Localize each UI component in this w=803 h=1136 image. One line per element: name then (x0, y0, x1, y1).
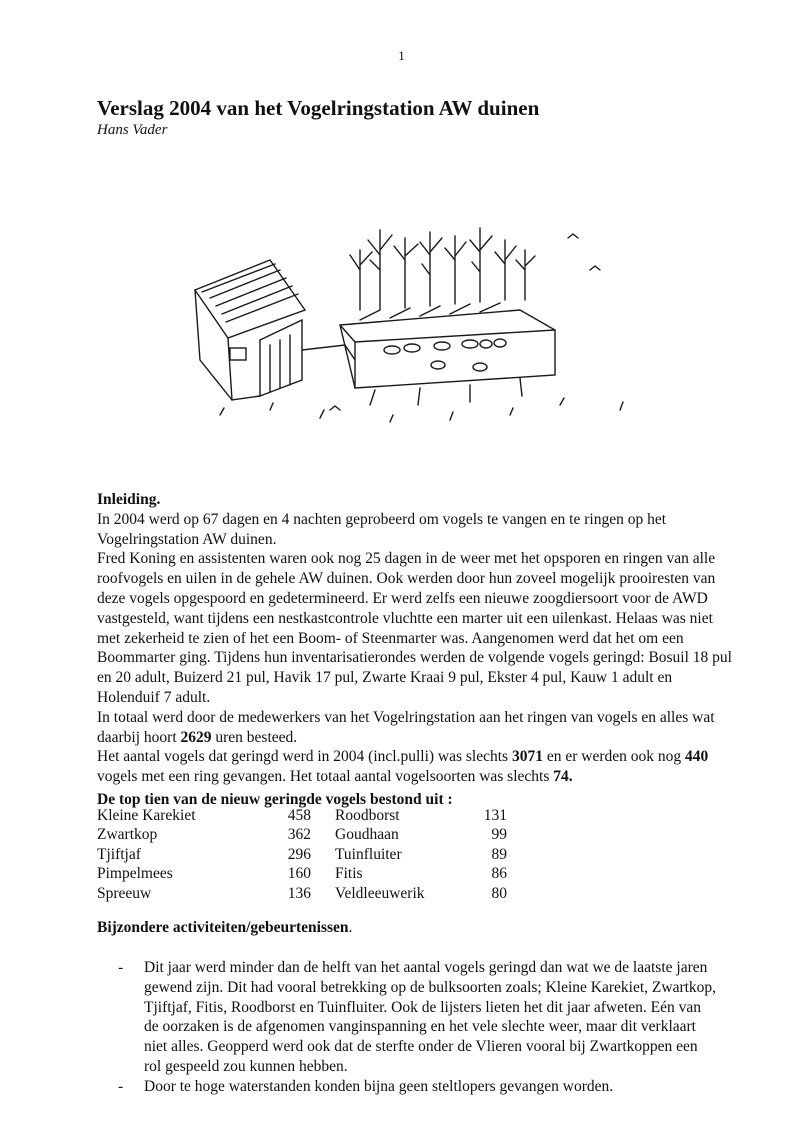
intro-section (97, 490, 737, 787)
list-item (118, 958, 718, 1077)
top-ten-heading: De top tien van de nieuw geringde vogels bestond uit : (97, 791, 453, 808)
intro-paragraph (97, 510, 737, 550)
events-heading-text: Bijzondere activiteiten/gebeurtenissen (97, 919, 349, 936)
species-count: 131 (483, 807, 507, 824)
species-name: Tjiftjaf (97, 845, 141, 863)
author-name: Hans Vader (97, 122, 168, 138)
species-name: Tuinfluiter (335, 845, 402, 863)
list-item-text: Dit jaar werd minder dan de helft van het aantal vogels geringd dan wat we de laatste jaren gewend zijn. Dit had vooral betrekking op de bulksoorten zoals; Kleine Karekiet, Zwartkop, Tjiftjaf, Fitis, Roodborst en Tuinfluiter. Ook de lijsters lieten het dit jaar afweten. Eén van de oorzaken is de afgenomen vanginspanning en het vele slechte weer, maar dit verklaart niet alles. Geopperd werd ook dat de sterfte onder de Vlieren vooral bij Zwartkoppen een rol gespeeld zou kunnen hebben. (144, 959, 717, 1075)
list-item-text: Door te hoge waterstanden konden bijna geen steltlopers gevangen worden. (144, 1077, 614, 1095)
intro-text: en er werden ook nog (542, 748, 685, 766)
species-name: Roodborst (335, 807, 400, 824)
species-count: 296 (287, 845, 311, 863)
intro-text: In totaal werd door de medewerkers van het Vogelringstation aan het ringen van vogels en alles wat daarbij hoort (97, 708, 715, 746)
species-count: 160 (287, 865, 311, 883)
table-row (97, 884, 507, 903)
species-count: 458 (287, 807, 311, 824)
species-count: 89 (491, 845, 507, 863)
intro-paragraph (97, 747, 737, 787)
table-row (97, 806, 507, 825)
list-item (118, 1077, 718, 1097)
intro-text: Het aantal vogels dat geringd werd in 2004 (incl.pulli) was slechts (97, 748, 512, 766)
intro-text: vogels met een ring gevangen. Het totaal aantal vogelsoorten was slechts (97, 768, 554, 786)
intro-heading: Inleiding. (97, 491, 161, 508)
species-count: 74. (553, 768, 573, 786)
page-number: 1 (398, 48, 405, 63)
species-count: 80 (491, 884, 507, 902)
species-count: 136 (287, 884, 311, 902)
events-list (118, 958, 718, 1097)
species-name: Goudhaan (335, 826, 399, 844)
intro-text: Fred Koning en assistenten waren ook nog 25 dagen in de weer met het opsporen en ringen van alle roofvogels en uilen in de gehele AW duinen. Ook werden door hun zoveel mogelijk prooiresten van deze vogels opgespoord en gedetermineerd. Er werd zelfs een nieuwe zoogdiersoort voor de AWD vastgesteld, want tijdens een nestkastcontrole vluchtte een marter uit een uilenkast. Helaas was niet met zekerheid te zien of het een Boom- of Steenmarter was. Aangenomen werd dat het om een Boommarter ging. Tijdens hun inventarisatierondes werden de volgende vogels geringd: Bosuil 18 pul en 20 adult, Buizerd 21 pul, Havik 17 pul, Zwarte Kraai 9 pul, Ekster 4 pul, Kauw 1 adult en Holenduif 7 adult. (97, 550, 732, 706)
table-row (97, 825, 507, 844)
species-name: Spreeuw (97, 884, 152, 902)
intro-paragraph (97, 549, 737, 707)
bullet-dash: - (118, 959, 124, 976)
intro-text: uren besteed. (211, 728, 298, 746)
table-row (97, 845, 507, 864)
intro-text: In 2004 werd op 67 dagen en 4 nachten geprobeerd om vogels te vangen en te ringen op het Vogelringstation AW duinen. (97, 510, 667, 548)
species-count: 362 (287, 826, 311, 844)
intro-paragraph (97, 708, 737, 748)
species-count: 86 (491, 865, 507, 883)
document-title: Verslag 2004 van het Vogelringstation AW duinen (97, 96, 540, 120)
species-name: Fitis (335, 865, 363, 883)
events-heading-period: . (348, 919, 353, 936)
events-heading (97, 918, 737, 938)
birds-ringed-count: 3071 (511, 748, 543, 766)
hours-total: 2629 (180, 728, 212, 746)
species-name: Kleine Karekiet (97, 807, 196, 824)
top-ten-table (97, 806, 507, 903)
recaptured-count: 440 (685, 748, 709, 766)
table-row (97, 864, 507, 883)
species-name: Pimpelmees (97, 865, 173, 883)
species-count: 99 (491, 826, 507, 844)
species-name: Veldleeuwerik (335, 884, 425, 902)
species-name: Zwartkop (97, 826, 158, 844)
ringing-station-illustration (180, 160, 670, 460)
bullet-dash: - (118, 1077, 124, 1095)
